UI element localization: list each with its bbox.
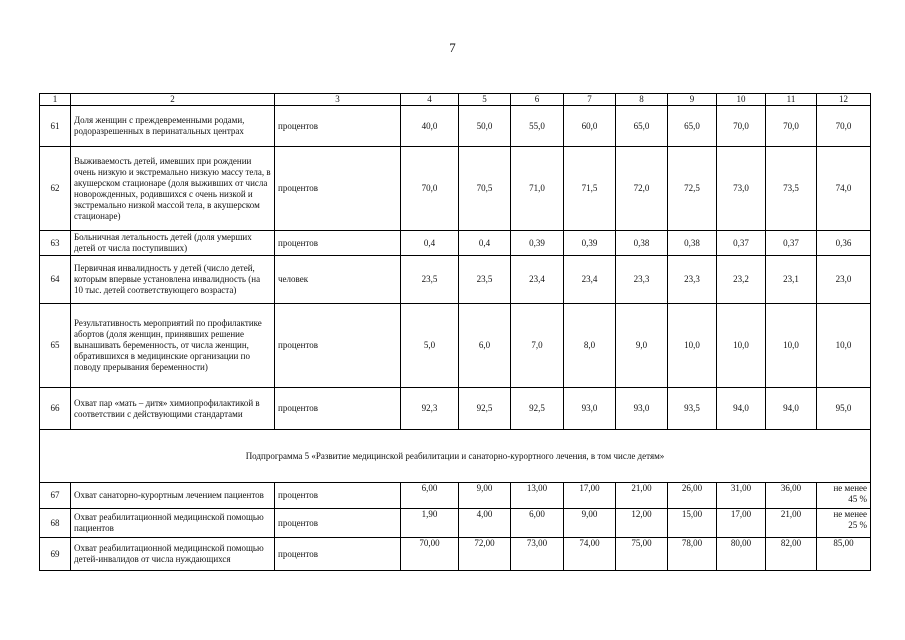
value-cell: 0,37: [766, 231, 817, 256]
value-cell: 92,3: [401, 388, 459, 430]
unit-cell: процентов: [275, 304, 401, 388]
column-number-header: 8: [616, 94, 668, 106]
unit-cell: человек: [275, 256, 401, 304]
value-cell: 21,00: [616, 483, 668, 509]
value-cell: 6,00: [511, 509, 564, 538]
row-number: 66: [40, 388, 71, 430]
column-number-header: 7: [564, 94, 616, 106]
value-cell: 1,90: [401, 509, 459, 538]
row-number: 61: [40, 106, 71, 147]
value-cell: 26,00: [668, 483, 717, 509]
value-cell: 40,0: [401, 106, 459, 147]
indicators-table: [39, 93, 871, 571]
row-number: 68: [40, 509, 71, 538]
value-cell: 0,4: [401, 231, 459, 256]
min-label: не менее: [833, 483, 867, 493]
value-cell: 10,0: [717, 304, 766, 388]
value-cell: 72,0: [616, 147, 668, 231]
column-number-header: 10: [717, 94, 766, 106]
table-row: [40, 304, 871, 388]
column-number-header: 3: [275, 94, 401, 106]
unit-cell: процентов: [275, 509, 401, 538]
unit-cell: процентов: [275, 106, 401, 147]
value-cell: 74,0: [817, 147, 871, 231]
value-cell: 17,00: [564, 483, 616, 509]
indicator-name: Первичная инвалидность у детей (число детей, которым впервые установлена инвалидность (на 10 тыс. детей соответствующего возраста): [71, 256, 275, 304]
column-number-header: 1: [40, 94, 71, 106]
value-cell: 94,0: [766, 388, 817, 430]
value-cell: 78,00: [668, 538, 717, 571]
value-cell: 7,0: [511, 304, 564, 388]
value-cell: 0,38: [668, 231, 717, 256]
value-cell: 0,4: [459, 231, 511, 256]
value-cell: 23,5: [459, 256, 511, 304]
indicator-name: Охват санаторно-курортным лечением пациентов: [71, 483, 275, 509]
column-number-header: 11: [766, 94, 817, 106]
row-number: 67: [40, 483, 71, 509]
indicator-name: Доля женщин с преждевременными родами, родоразрешенных в перинатальных центрах: [71, 106, 275, 147]
value-cell: 73,0: [717, 147, 766, 231]
value-cell: 13,00: [511, 483, 564, 509]
value-cell: 36,00: [766, 483, 817, 509]
value-cell: 92,5: [511, 388, 564, 430]
value-cell: 23,3: [668, 256, 717, 304]
value-cell: 8,0: [564, 304, 616, 388]
value-cell: 94,0: [717, 388, 766, 430]
value-cell: 72,5: [668, 147, 717, 231]
unit-cell: процентов: [275, 388, 401, 430]
column-number-header: 12: [817, 94, 871, 106]
value-cell: 21,00: [766, 509, 817, 538]
indicator-name: Результативность мероприятий по профилактике абортов (доля женщин, принявших решение вынашивать беременность, от числа женщин, обратившихся в медицинские организации по поводу прерывания беременности): [71, 304, 275, 388]
value-cell: 70,00: [401, 538, 459, 571]
row-number: 63: [40, 231, 71, 256]
value-cell: 70,0: [766, 106, 817, 147]
indicator-name: Охват пар «мать – дитя» химиопрофилактикой в соответствии с действующими стандартами: [71, 388, 275, 430]
unit-cell: процентов: [275, 231, 401, 256]
value-cell: 6,00: [401, 483, 459, 509]
value-cell: 0,36: [817, 231, 871, 256]
value-cell: 17,00: [717, 509, 766, 538]
row-number: 69: [40, 538, 71, 571]
min-value: 25 %: [848, 520, 867, 530]
table-row: [40, 388, 871, 430]
value-cell: 10,0: [668, 304, 717, 388]
unit-cell: процентов: [275, 538, 401, 571]
value-cell: 23,3: [616, 256, 668, 304]
table-row: [40, 538, 871, 571]
min-label: не менее: [833, 509, 867, 519]
column-number-header: 6: [511, 94, 564, 106]
table-row: [40, 147, 871, 231]
column-number-header: 2: [71, 94, 275, 106]
value-cell: 6,0: [459, 304, 511, 388]
value-cell: 50,0: [459, 106, 511, 147]
value-cell: 82,00: [766, 538, 817, 571]
header-row: [40, 94, 871, 106]
value-cell: 5,0: [401, 304, 459, 388]
min-value: 45 %: [848, 494, 867, 504]
value-cell: 85,00: [817, 538, 871, 571]
value-cell: 71,5: [564, 147, 616, 231]
value-cell-min: [817, 509, 871, 538]
value-cell: 23,4: [511, 256, 564, 304]
value-cell: 10,0: [766, 304, 817, 388]
value-cell: 23,0: [817, 256, 871, 304]
value-cell: 4,00: [459, 509, 511, 538]
value-cell: 60,0: [564, 106, 616, 147]
value-cell: 10,0: [817, 304, 871, 388]
column-number-header: 9: [668, 94, 717, 106]
indicator-name: Охват реабилитационной медицинской помощью пациентов: [71, 509, 275, 538]
table-row: [40, 256, 871, 304]
table-row: [40, 106, 871, 147]
value-cell: 70,0: [401, 147, 459, 231]
value-cell: 71,0: [511, 147, 564, 231]
subprogram-row: [40, 430, 871, 483]
unit-cell: процентов: [275, 483, 401, 509]
value-cell: 23,1: [766, 256, 817, 304]
value-cell: 70,0: [717, 106, 766, 147]
value-cell: 80,00: [717, 538, 766, 571]
value-cell: 0,38: [616, 231, 668, 256]
value-cell: 12,00: [616, 509, 668, 538]
value-cell: 55,0: [511, 106, 564, 147]
indicator-name: Выживаемость детей, имевших при рождении очень низкую и экстремально низкую массу тела, в акушерском стационаре (доля выживших от числа новорожденных, родившихся с очень низкой и экстремально низкой массой тела, в акушерском стационаре): [71, 147, 275, 231]
value-cell: 9,00: [459, 483, 511, 509]
value-cell: 73,00: [511, 538, 564, 571]
table-row: [40, 483, 871, 509]
value-cell: 9,00: [564, 509, 616, 538]
value-cell: 72,00: [459, 538, 511, 571]
value-cell: 31,00: [717, 483, 766, 509]
indicator-name: Охват реабилитационной медицинской помощью детей-инвалидов от числа нуждающихся: [71, 538, 275, 571]
value-cell: 0,39: [511, 231, 564, 256]
value-cell: 70,5: [459, 147, 511, 231]
value-cell: 23,5: [401, 256, 459, 304]
value-cell: 70,0: [817, 106, 871, 147]
value-cell: 65,0: [616, 106, 668, 147]
value-cell: 15,00: [668, 509, 717, 538]
value-cell: 75,00: [616, 538, 668, 571]
unit-cell: процентов: [275, 147, 401, 231]
page-number: 7: [449, 40, 456, 55]
value-cell: 0,37: [717, 231, 766, 256]
value-cell: 93,0: [616, 388, 668, 430]
row-number: 62: [40, 147, 71, 231]
table-row: [40, 509, 871, 538]
value-cell-min: [817, 483, 871, 509]
table-row: [40, 231, 871, 256]
value-cell: 92,5: [459, 388, 511, 430]
row-number: 65: [40, 304, 71, 388]
value-cell: 74,00: [564, 538, 616, 571]
row-number: 64: [40, 256, 71, 304]
value-cell: 95,0: [817, 388, 871, 430]
column-number-header: 4: [401, 94, 459, 106]
value-cell: 93,0: [564, 388, 616, 430]
column-number-header: 5: [459, 94, 511, 106]
value-cell: 93,5: [668, 388, 717, 430]
value-cell: 73,5: [766, 147, 817, 231]
value-cell: 23,2: [717, 256, 766, 304]
subprogram-title: Подпрограмма 5 «Развитие медицинской реабилитации и санаторно-курортного лечения, в том числе детям»: [40, 430, 871, 483]
value-cell: 23,4: [564, 256, 616, 304]
value-cell: 0,39: [564, 231, 616, 256]
indicator-name: Больничная летальность детей (доля умерших детей от числа поступивших): [71, 231, 275, 256]
value-cell: 65,0: [668, 106, 717, 147]
value-cell: 9,0: [616, 304, 668, 388]
